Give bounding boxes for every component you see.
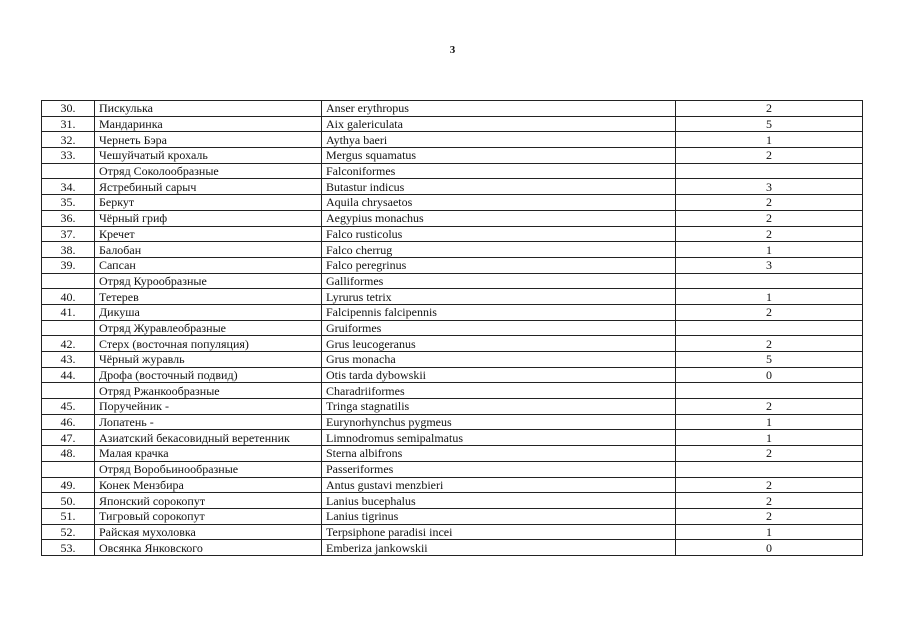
latin-name-cell: Falconiformes — [322, 163, 676, 179]
table-row — [42, 540, 863, 556]
value-cell: 5 — [676, 116, 863, 132]
latin-name-cell: Falco rusticolus — [322, 226, 676, 242]
latin-name-cell: Aegypius monachus — [322, 210, 676, 226]
table-row — [42, 367, 863, 383]
russian-name-cell: Чешуйчатый крохаль — [95, 148, 322, 164]
value-cell: 2 — [676, 195, 863, 211]
russian-name-cell: Отряд Воробьинообразные — [95, 461, 322, 477]
value-cell: 3 — [676, 179, 863, 195]
order-header-row — [42, 320, 863, 336]
russian-name-cell: Балобан — [95, 242, 322, 258]
value-cell: 3 — [676, 257, 863, 273]
table-row — [42, 336, 863, 352]
row-number-cell: 41. — [42, 304, 95, 320]
value-cell: 0 — [676, 367, 863, 383]
russian-name-cell: Дикуша — [95, 304, 322, 320]
table-row — [42, 210, 863, 226]
latin-name-cell: Eurynorhynchus pygmeus — [322, 414, 676, 430]
latin-name-cell: Mergus squamatus — [322, 148, 676, 164]
order-header-row — [42, 383, 863, 399]
russian-name-cell: Чёрный гриф — [95, 210, 322, 226]
table-row — [42, 101, 863, 117]
table-row — [42, 414, 863, 430]
russian-name-cell: Отряд Ржанкообразные — [95, 383, 322, 399]
species-table — [41, 100, 863, 556]
table-row — [42, 289, 863, 305]
latin-name-cell: Charadriiformes — [322, 383, 676, 399]
value-cell: 2 — [676, 336, 863, 352]
table-row — [42, 508, 863, 524]
russian-name-cell: Чернеть Бэра — [95, 132, 322, 148]
table-row — [42, 493, 863, 509]
table-row — [42, 352, 863, 368]
latin-name-cell: Grus monacha — [322, 352, 676, 368]
value-cell: 2 — [676, 101, 863, 117]
russian-name-cell: Стерх (восточная популяция) — [95, 336, 322, 352]
value-cell: 2 — [676, 148, 863, 164]
value-cell: 1 — [676, 430, 863, 446]
row-number-cell: 52. — [42, 524, 95, 540]
table-row — [42, 242, 863, 258]
russian-name-cell: Азиатский бекасовидный веретенник — [95, 430, 322, 446]
value-cell: 2 — [676, 399, 863, 415]
value-cell — [676, 320, 863, 336]
order-header-row — [42, 163, 863, 179]
russian-name-cell: Тетерев — [95, 289, 322, 305]
row-number-cell: 44. — [42, 367, 95, 383]
russian-name-cell: Лопатень - — [95, 414, 322, 430]
russian-name-cell: Райская мухоловка — [95, 524, 322, 540]
page-number: 3 — [449, 44, 456, 56]
russian-name-cell: Отряд Журавлеобразные — [95, 320, 322, 336]
table-row — [42, 304, 863, 320]
value-cell: 2 — [676, 210, 863, 226]
latin-name-cell: Lanius bucephalus — [322, 493, 676, 509]
row-number-cell: 34. — [42, 179, 95, 195]
latin-name-cell: Aquila chrysaetos — [322, 195, 676, 211]
russian-name-cell: Поручейник - — [95, 399, 322, 415]
russian-name-cell: Мандаринка — [95, 116, 322, 132]
value-cell: 2 — [676, 446, 863, 462]
latin-name-cell: Terpsiphone paradisi incei — [322, 524, 676, 540]
russian-name-cell: Сапсан — [95, 257, 322, 273]
russian-name-cell: Японский сорокопут — [95, 493, 322, 509]
value-cell: 5 — [676, 352, 863, 368]
latin-name-cell: Emberiza jankowskii — [322, 540, 676, 556]
row-number-cell: 30. — [42, 101, 95, 117]
row-number-cell: 33. — [42, 148, 95, 164]
row-number-cell: 31. — [42, 116, 95, 132]
latin-name-cell: Falco peregrinus — [322, 257, 676, 273]
latin-name-cell: Tringa stagnatilis — [322, 399, 676, 415]
row-number-cell: 37. — [42, 226, 95, 242]
latin-name-cell: Galliformes — [322, 273, 676, 289]
value-cell: 1 — [676, 524, 863, 540]
value-cell: 1 — [676, 289, 863, 305]
table-row — [42, 524, 863, 540]
latin-name-cell: Falco cherrug — [322, 242, 676, 258]
table-row — [42, 446, 863, 462]
latin-name-cell: Passeriformes — [322, 461, 676, 477]
latin-name-cell: Lyrurus tetrix — [322, 289, 676, 305]
latin-name-cell: Aythya baeri — [322, 132, 676, 148]
russian-name-cell: Кречет — [95, 226, 322, 242]
row-number-cell: 40. — [42, 289, 95, 305]
row-number-cell: 47. — [42, 430, 95, 446]
table-row — [42, 226, 863, 242]
row-number-cell: 32. — [42, 132, 95, 148]
russian-name-cell: Ястребиный сарыч — [95, 179, 322, 195]
row-number-cell: 39. — [42, 257, 95, 273]
russian-name-cell: Овсянка Янковского — [95, 540, 322, 556]
row-number-cell: 35. — [42, 195, 95, 211]
latin-name-cell: Lanius tigrinus — [322, 508, 676, 524]
latin-name-cell: Anser erythropus — [322, 101, 676, 117]
table-row — [42, 257, 863, 273]
russian-name-cell: Пискулька — [95, 101, 322, 117]
latin-name-cell: Butastur indicus — [322, 179, 676, 195]
russian-name-cell: Беркут — [95, 195, 322, 211]
value-cell — [676, 383, 863, 399]
row-number-cell — [42, 273, 95, 289]
order-header-row — [42, 461, 863, 477]
value-cell: 2 — [676, 493, 863, 509]
row-number-cell — [42, 320, 95, 336]
value-cell: 2 — [676, 508, 863, 524]
value-cell: 0 — [676, 540, 863, 556]
value-cell: 2 — [676, 226, 863, 242]
value-cell: 1 — [676, 242, 863, 258]
order-header-row — [42, 273, 863, 289]
latin-name-cell: Limnodromus semipalmatus — [322, 430, 676, 446]
row-number-cell — [42, 461, 95, 477]
table-row — [42, 132, 863, 148]
russian-name-cell: Отряд Курообразные — [95, 273, 322, 289]
value-cell — [676, 461, 863, 477]
row-number-cell: 49. — [42, 477, 95, 493]
table-row — [42, 148, 863, 164]
table-row — [42, 430, 863, 446]
row-number-cell: 50. — [42, 493, 95, 509]
row-number-cell: 53. — [42, 540, 95, 556]
latin-name-cell: Gruiformes — [322, 320, 676, 336]
value-cell: 2 — [676, 477, 863, 493]
russian-name-cell: Малая крачка — [95, 446, 322, 462]
value-cell — [676, 163, 863, 179]
value-cell — [676, 273, 863, 289]
latin-name-cell: Antus gustavi menzbieri — [322, 477, 676, 493]
table-row — [42, 477, 863, 493]
row-number-cell: 51. — [42, 508, 95, 524]
russian-name-cell: Тигровый сорокопут — [95, 508, 322, 524]
value-cell: 1 — [676, 414, 863, 430]
latin-name-cell: Grus leucogeranus — [322, 336, 676, 352]
russian-name-cell: Дрофа (восточный подвид) — [95, 367, 322, 383]
row-number-cell: 48. — [42, 446, 95, 462]
russian-name-cell: Чёрный журавль — [95, 352, 322, 368]
row-number-cell: 36. — [42, 210, 95, 226]
row-number-cell: 38. — [42, 242, 95, 258]
row-number-cell — [42, 383, 95, 399]
value-cell: 2 — [676, 304, 863, 320]
row-number-cell — [42, 163, 95, 179]
value-cell: 1 — [676, 132, 863, 148]
latin-name-cell: Falcipennis falcipennis — [322, 304, 676, 320]
row-number-cell: 43. — [42, 352, 95, 368]
table-row — [42, 179, 863, 195]
row-number-cell: 46. — [42, 414, 95, 430]
table-row — [42, 399, 863, 415]
row-number-cell: 42. — [42, 336, 95, 352]
latin-name-cell: Aix galericulata — [322, 116, 676, 132]
species-table-body — [42, 101, 863, 556]
row-number-cell: 45. — [42, 399, 95, 415]
latin-name-cell: Otis tarda dybowskii — [322, 367, 676, 383]
russian-name-cell: Отряд Соколообразные — [95, 163, 322, 179]
russian-name-cell: Конек Мензбира — [95, 477, 322, 493]
table-row — [42, 116, 863, 132]
latin-name-cell: Sterna albifrons — [322, 446, 676, 462]
table-row — [42, 195, 863, 211]
